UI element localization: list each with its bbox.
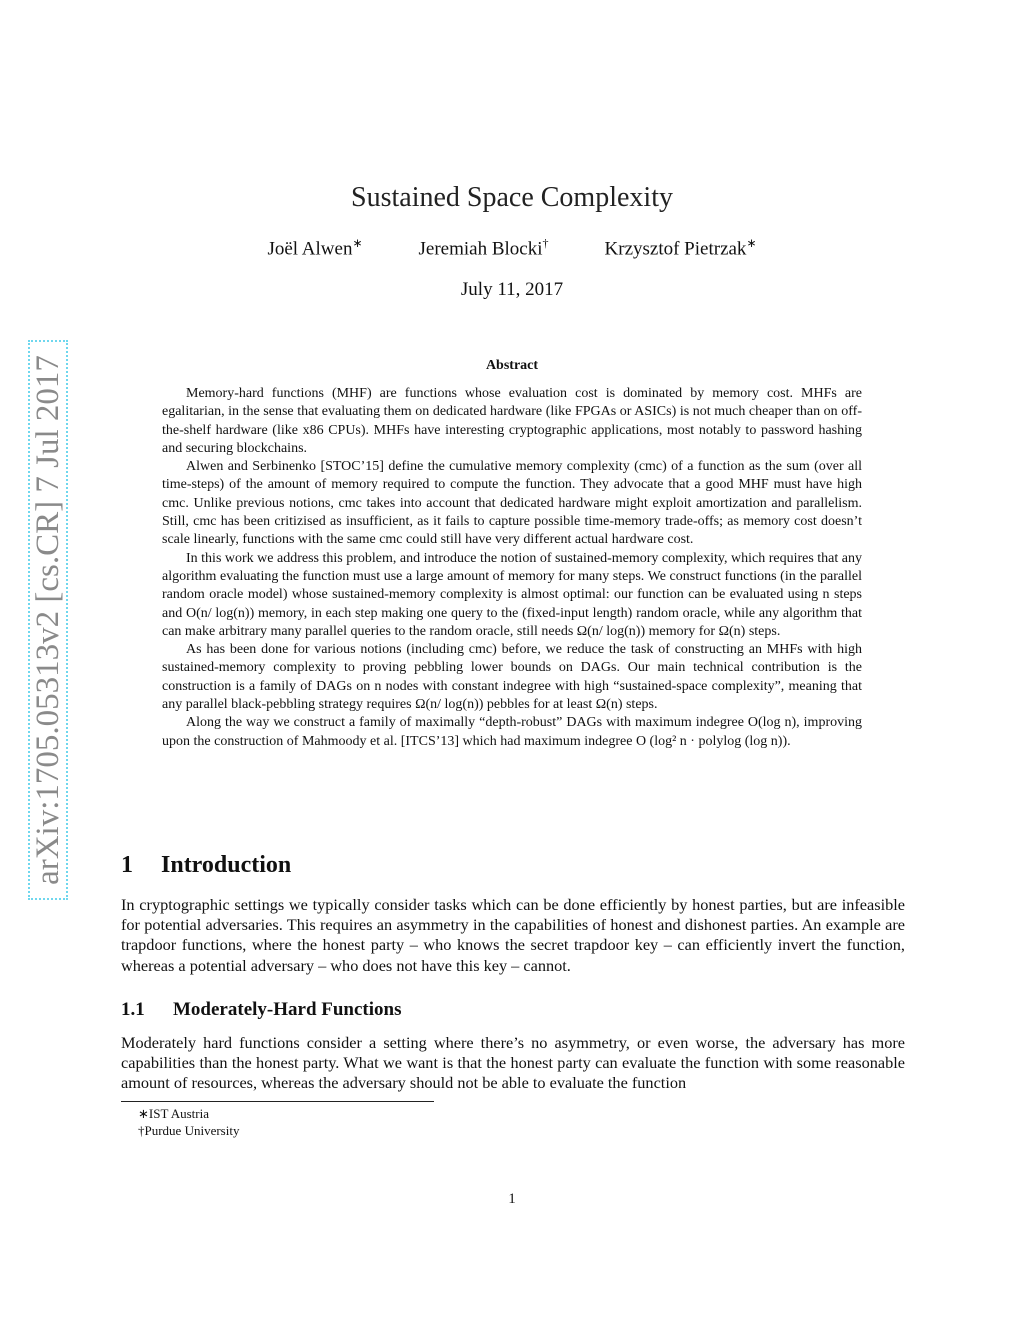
- arxiv-stamp[interactable]: arXiv:1705.05313v2 [cs.CR] 7 Jul 2017: [28, 340, 68, 900]
- page-number: 1: [508, 1191, 516, 1207]
- abstract-paragraph: Memory-hard functions (MHF) are functions whose evaluation cost is dominated by memory cost. MHFs are egalitarian, in the sense that evaluating them on dedicated hardware (like FPGAs or ASICs) is not much cheaper than on off-the-shelf hardware (like x86 CPUs). MHFs have interesting cryptographic applications, most notably to password hashing and securing blockchains.: [162, 386, 862, 456]
- subsection-heading-moderately-hard: 1.1 Moderately-Hard Functions: [121, 999, 402, 1020]
- author: Joël Alwen∗: [267, 236, 363, 260]
- footnote: ∗IST Austria: [138, 1106, 209, 1121]
- body-paragraph: Moderately hard functions consider a setting where there’s no asymmetry, or even worse, the adversary has more capabilities than the honest party. What we want is that the honest party can evaluate the function with some reasonable amount of resources, whereas the adversary should not be able to evaluate the function: [121, 1033, 905, 1093]
- author: Krzysztof Pietrzak∗: [604, 236, 757, 260]
- abstract-paragraph: In this work we address this problem, and introduce the notion of sustained-memory complexity, which requires that any algorithm evaluating the function must use a large amount of memory for many steps. We construct functions (in the parallel random oracle model) whose sustained-memory complexity is almost optimal: our function can be evaluated using n steps and O(n/ log(n)) memory, in each step making one query to the (fixed-input length) random oracle, while any algorithm that can make arbitrary many parallel queries to the random oracle, still needs Ω(n/ log(n)) memory for Ω(n) steps.: [162, 550, 862, 639]
- section-heading-introduction: 1 Introduction: [121, 852, 292, 878]
- author-list: [0, 236, 1024, 260]
- footnote-divider: [121, 1101, 434, 1102]
- abstract-heading: Abstract: [485, 358, 539, 373]
- abstract-paragraph: As has been done for various notions (including cmc) before, we reduce the task of constructing an MHFs with high sustained-memory complexity to proving pebbling lower bounds on DAGs. Our main technical contribution is the construction is a family of DAGs on n nodes with constant indegree with high “sustained-space complexity”, meaning that any parallel black-pebbling strategy requires Ω(n/ log(n)) pebbles for at least Ω(n) steps.: [162, 642, 862, 713]
- abstract-paragraph: Along the way we construct a family of maximally “depth-robust” DAGs with maximum indegree O(log n), improving upon the construction of Mahmoody et al. [ITCS’13] which had maximum indegree O (log² n · polylog (log n)).: [162, 715, 862, 749]
- footnotes: [138, 1105, 239, 1139]
- body-paragraph: In cryptographic settings we typically consider tasks which can be done efficiently by honest parties, but are infeasible for potential adversaries. This requires an asymmetry in the capabilities of honest and dishonest parties. An example are trapdoor functions, where the honest party – who knows the secret trapdoor key – can efficiently invert the function, whereas a potential adversary – who does not have this key – cannot.: [121, 895, 905, 975]
- paper-date: July 11, 2017: [460, 279, 564, 300]
- footnote: †Purdue University: [138, 1123, 240, 1138]
- abstract-paragraph: Alwen and Serbinenko [STOC’15] define the cumulative memory complexity (cmc) of a function as the sum (over all time-steps) of the amount of memory required to compute the function. They advocate that a good MHF must have high cmc. Unlike previous notions, cmc takes into account that dedicated hardware might exploit amortization and parallelism. Still, cmc has been critizised as insufficient, as it fails to capture possible time-memory trade-offs; as memory cost doesn’t scale linearly, functions with the same cmc could still have very different actual hardware cost.: [162, 459, 862, 548]
- abstract-body: [162, 385, 862, 751]
- paper-title: Sustained Space Complexity: [351, 182, 673, 213]
- author: Jeremiah Blocki†: [418, 236, 549, 260]
